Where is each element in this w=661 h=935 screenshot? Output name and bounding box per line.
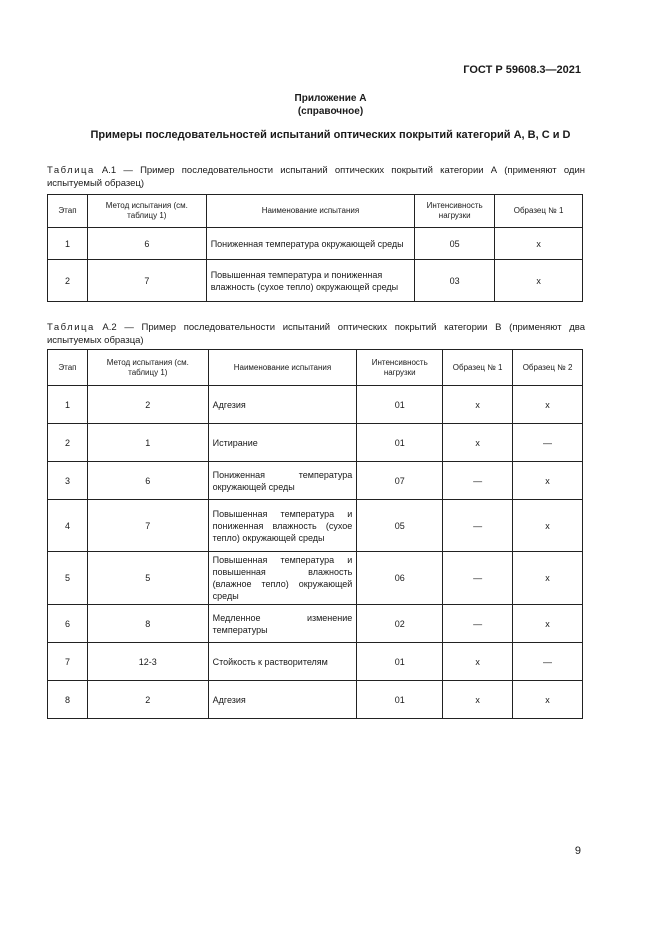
table-cell: Пониженная температура окружающей среды [206,228,415,260]
table-row [48,462,583,500]
table-cell: x [443,424,513,462]
table-cell: x [513,462,583,500]
table-cell: 7 [48,643,88,681]
table-cell: — [513,643,583,681]
table-cell: Истирание [208,424,357,462]
appendix-subtitle: (справочное) [297,106,364,117]
appendix-title: Приложение А [294,93,367,104]
page-number: 9 [574,845,581,857]
table-cell: Повышенная температура и пониженная влажность (сухое тепло) окружающей среды [206,260,415,302]
table-cell: x [513,552,583,605]
table-cell: 05 [357,500,443,552]
table1-header-row [48,195,583,228]
table-cell: 2 [87,386,208,424]
table-cell: x [513,386,583,424]
table-cell: — [513,424,583,462]
table-cell: 01 [357,681,443,719]
table-cell: x [443,386,513,424]
table-cell: 2 [48,424,88,462]
table2-header-cell: Интенсивность нагрузки [357,350,443,386]
table2 [47,349,583,719]
table-cell: 1 [48,386,88,424]
table-cell: 1 [48,228,88,260]
table2-header-cell: Этап [48,350,88,386]
table1-header-cell: Метод испытания (см. таблицу 1) [87,195,206,228]
table-cell: 1 [87,424,208,462]
table-cell: 5 [87,552,208,605]
table-cell: 8 [48,681,88,719]
table-cell: 6 [87,462,208,500]
table2-caption [47,321,585,347]
table1-caption-label: Таблица [47,165,95,176]
section-title: Примеры последовательностей испытаний оптических покрытий категорий А, В, С и D [90,129,571,141]
table-cell: x [443,643,513,681]
table2-header-cell: Образец № 1 [443,350,513,386]
table-cell: 12-3 [87,643,208,681]
document-code: ГОСТ Р 59608.3—2021 [463,64,581,76]
table-row [48,552,583,605]
table2-caption-label: Таблица [47,322,95,333]
table-cell: Адгезия [208,386,357,424]
table-row [48,260,583,302]
table-row [48,605,583,643]
table-cell: Повышенная температура и повышенная влажность (влажное тепло) окружающей среды [208,552,357,605]
table-cell: 6 [48,605,88,643]
table-cell: — [443,552,513,605]
table-cell: — [443,462,513,500]
table2-header-row [48,350,583,386]
table-cell: x [495,260,583,302]
table2-header-cell: Наименование испытания [208,350,357,386]
table-cell: 03 [415,260,495,302]
table-row [48,228,583,260]
table-cell: Стойкость к растворителям [208,643,357,681]
table1-caption [47,164,585,190]
table-cell: x [513,605,583,643]
table-row [48,500,583,552]
table2-header-cell: Образец № 2 [513,350,583,386]
table-cell: x [513,500,583,552]
table-cell: Медленное изменение температуры [208,605,357,643]
table-cell: — [443,500,513,552]
table1-header-cell: Наименование испытания [206,195,415,228]
table-cell: x [495,228,583,260]
table-cell: 01 [357,424,443,462]
table-row [48,681,583,719]
table-cell: 06 [357,552,443,605]
table-cell: 4 [48,500,88,552]
table-cell: — [443,605,513,643]
table1 [47,194,583,302]
table-cell: Адгезия [208,681,357,719]
table-row [48,386,583,424]
table-row [48,424,583,462]
table-cell: 05 [415,228,495,260]
table-cell: 7 [87,500,208,552]
table-row [48,643,583,681]
table1-caption-text: А.1 — Пример последовательности испытаний оптических покрытий категории А (применяют один испытуемый образец) [47,165,585,189]
table-cell: x [513,681,583,719]
table1-header-cell: Интенсивность нагрузки [415,195,495,228]
table-cell: 6 [87,228,206,260]
table-cell: 02 [357,605,443,643]
table-cell: 01 [357,643,443,681]
table-cell: 5 [48,552,88,605]
table1-header-cell: Этап [48,195,88,228]
appendix-heading [0,92,661,118]
table2-caption-text: А.2 — Пример последовательности испытаний оптических покрытий категории В (применяют два испытуемых образца) [47,322,585,346]
table-cell: 3 [48,462,88,500]
table-cell: 07 [357,462,443,500]
table-cell: Повышенная температура и пониженная влажность (сухое тепло) окружающей среды [208,500,357,552]
table-cell: x [443,681,513,719]
table2-header-cell: Метод испытания (см. таблицу 1) [87,350,208,386]
table-cell: 01 [357,386,443,424]
table-cell: 2 [48,260,88,302]
table1-header-cell: Образец № 1 [495,195,583,228]
table-cell: Пониженная температура окружающей среды [208,462,357,500]
table-cell: 2 [87,681,208,719]
table-cell: 7 [87,260,206,302]
table-cell: 8 [87,605,208,643]
